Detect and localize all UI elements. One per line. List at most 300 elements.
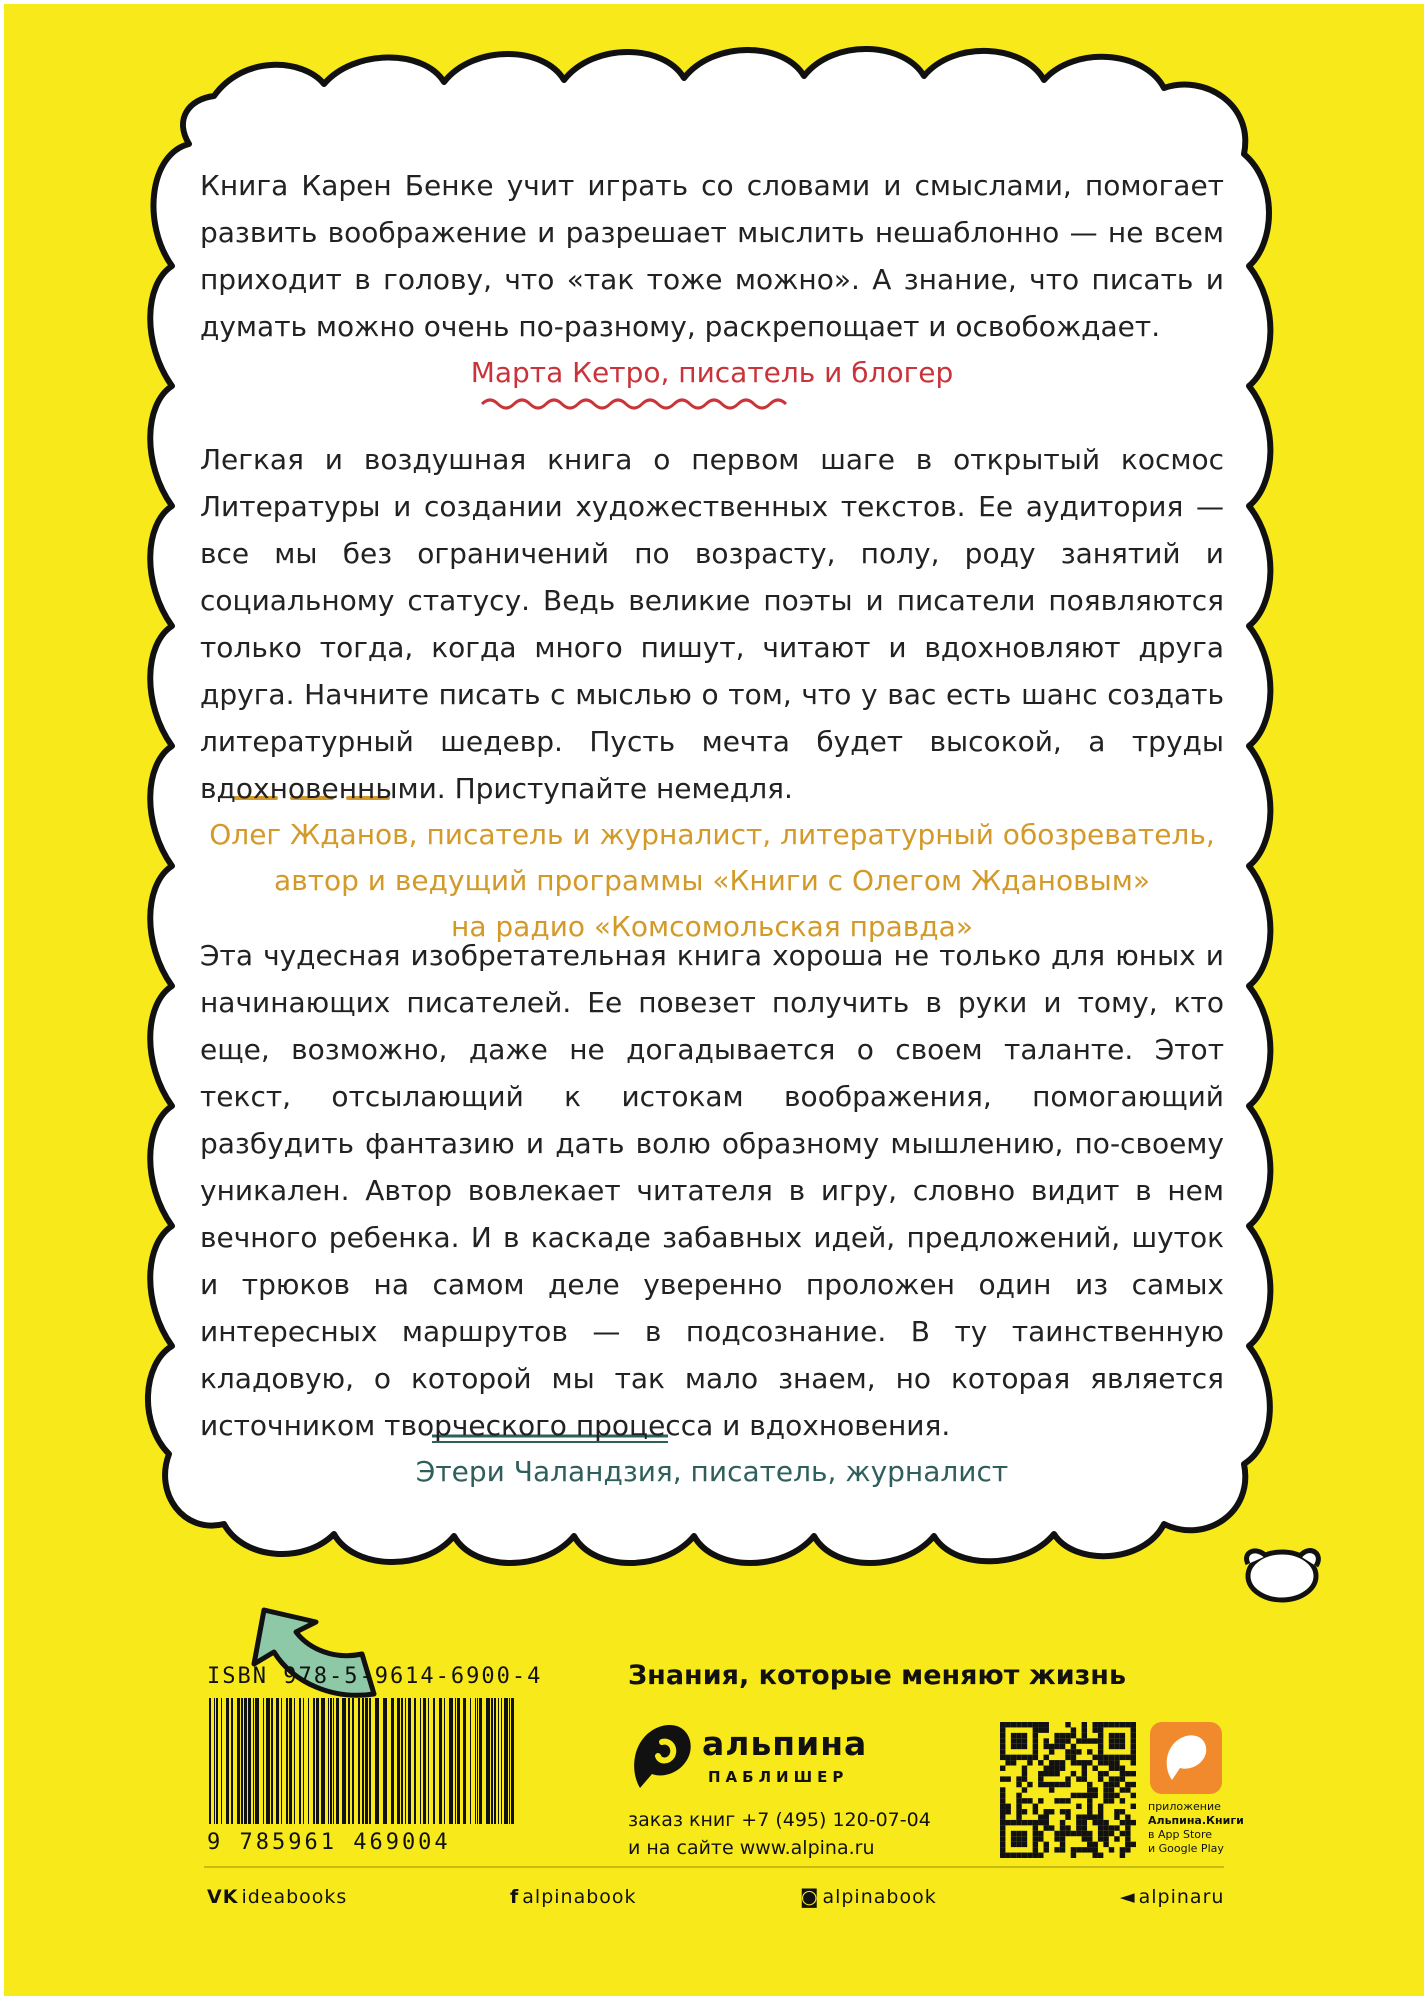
qr-module [1087, 1814, 1092, 1819]
qr-module [1022, 1776, 1027, 1781]
qr-module [1114, 1814, 1119, 1819]
qr-module [1071, 1733, 1076, 1738]
barcode-bar [308, 1698, 309, 1824]
barcode-bar [313, 1698, 315, 1824]
qr-module [1092, 1738, 1097, 1743]
qr-module [1125, 1722, 1130, 1727]
qr-module [1098, 1853, 1103, 1858]
qr-module [1000, 1776, 1005, 1781]
qr-module [1098, 1771, 1103, 1776]
qr-module [1060, 1733, 1065, 1738]
qr-module [1082, 1733, 1087, 1738]
qr-module [1000, 1853, 1005, 1858]
barcode-bar [444, 1698, 445, 1824]
qr-module [1076, 1749, 1081, 1754]
qr-module [1125, 1836, 1130, 1841]
qr-module [1033, 1809, 1038, 1814]
barcode-bar [491, 1698, 493, 1824]
quote-text: Эта чудесная изобретательная книга хороша не только для юных и начинающих писателей. Ее повезет получить в руки и тому, кто еще, возможно, даже не догадывается о своем таланте. Этот текст, отсылающий к истокам воображения, помогающий разбудить фантазию и дать волю образному мышлению, по-своему уникален. Автор вовлекает читателя в игру, словно видит в нем вечного ребенка. И в каскаде забавных идей, предложений, шуток и трюков на самом деле уверенно проложен один из самых интересных маршрутов — в подсознание. В ту таинственную кладовую, о которой мы так мало знаем, но которая является источником творческого процесса и вдохновения. [200, 939, 1224, 1442]
qr-module [1114, 1755, 1119, 1760]
qr-module [1071, 1847, 1076, 1852]
qr-module [1016, 1809, 1021, 1814]
qr-module [1000, 1744, 1005, 1749]
barcode-bar [241, 1698, 243, 1824]
qr-module [1076, 1793, 1081, 1798]
qr-module [1033, 1738, 1038, 1743]
qr-module [1120, 1820, 1125, 1825]
qr-module [1011, 1842, 1016, 1847]
order-website: и на сайте www.alpina.ru [628, 1837, 875, 1859]
barcode-bar [330, 1698, 332, 1824]
barcode-bar [255, 1698, 259, 1824]
qr-module [1049, 1809, 1054, 1814]
qr-module [1027, 1798, 1032, 1803]
qr-module [1109, 1847, 1114, 1852]
qr-module [1005, 1776, 1010, 1781]
qr-module [1082, 1776, 1087, 1781]
qr-module [1044, 1771, 1049, 1776]
qr-module [1000, 1809, 1005, 1814]
qr-module [1016, 1836, 1021, 1841]
qr-module [1044, 1766, 1049, 1771]
qr-module [1125, 1847, 1130, 1852]
qr-module [1131, 1782, 1136, 1787]
barcode-bar [391, 1698, 394, 1824]
app-store-info [1148, 1800, 1244, 1856]
qr-module [1087, 1798, 1092, 1803]
qr-module [1027, 1782, 1032, 1787]
qr-code [1000, 1722, 1136, 1858]
qr-module [1114, 1744, 1119, 1749]
publisher-logo [628, 1718, 888, 1808]
qr-module [1098, 1820, 1103, 1825]
qr-module [1098, 1733, 1103, 1738]
qr-module [1022, 1820, 1027, 1825]
qr-module [1087, 1738, 1092, 1743]
barcode-bar [209, 1698, 211, 1824]
footer-divider [204, 1866, 1224, 1868]
qr-module [1103, 1820, 1108, 1825]
qr-module [1131, 1722, 1136, 1727]
qr-module [1098, 1825, 1103, 1830]
qr-module [1000, 1722, 1005, 1727]
qr-module [1005, 1809, 1010, 1814]
barcode-bar [221, 1698, 222, 1824]
barcode-bar [486, 1698, 490, 1824]
qr-module [1016, 1782, 1021, 1787]
qr-module [1092, 1814, 1097, 1819]
qr-module [1120, 1766, 1125, 1771]
barcode-bar [244, 1698, 247, 1824]
barcode-bar [348, 1698, 350, 1824]
qr-module [1125, 1755, 1130, 1760]
qr-module [1005, 1820, 1010, 1825]
social-handle: ideabooks [241, 1886, 348, 1908]
social-instagram[interactable] [800, 1886, 937, 1908]
qr-module [1033, 1804, 1038, 1809]
qr-module [1005, 1760, 1010, 1765]
barcode-bar [237, 1698, 240, 1824]
qr-module [1022, 1771, 1027, 1776]
barcode-bar [342, 1698, 346, 1824]
isbn-label: ISBN 978-5-9614-6900-4 [207, 1664, 543, 1689]
qr-module [1000, 1738, 1005, 1743]
quote-author-line: на радио «Комсомольская правда» [451, 910, 973, 943]
qr-module [1044, 1738, 1049, 1743]
qr-module [1005, 1722, 1010, 1727]
qr-module [1011, 1760, 1016, 1765]
qr-module [1022, 1722, 1027, 1727]
qr-module [1016, 1831, 1021, 1836]
qr-module [1082, 1836, 1087, 1841]
qr-module [1087, 1749, 1092, 1754]
qr-module [1022, 1733, 1027, 1738]
barcode-bar [397, 1698, 400, 1824]
qr-module [1131, 1744, 1136, 1749]
barcode [207, 1698, 517, 1828]
qr-module [1049, 1825, 1054, 1830]
qr-module [1011, 1853, 1016, 1858]
qr-module [1027, 1755, 1032, 1760]
qr-module [1120, 1755, 1125, 1760]
qr-module [1082, 1760, 1087, 1765]
qr-module [1109, 1782, 1114, 1787]
qr-module [1120, 1847, 1125, 1852]
qr-module [1044, 1722, 1049, 1727]
qr-module [1120, 1738, 1125, 1743]
qr-module [1044, 1782, 1049, 1787]
qr-module [1098, 1804, 1103, 1809]
qr-module [1098, 1722, 1103, 1727]
qr-module [1022, 1744, 1027, 1749]
qr-module [1000, 1847, 1005, 1852]
qr-module [1120, 1744, 1125, 1749]
qr-module [1065, 1782, 1070, 1787]
qr-module [1076, 1804, 1081, 1809]
qr-module [1038, 1776, 1043, 1781]
quote-text: Книга Карен Бенке учит играть со словами и смыслами, помогает развить воображение и разрешает мыслить нешаблонно — не всем приходит в голову, что «так тоже можно». А знание, что писать и думать можно очень по-разному, раскрепощает и освобождает. [200, 169, 1224, 343]
qr-module [1092, 1820, 1097, 1825]
qr-module [1076, 1820, 1081, 1825]
qr-module [1103, 1771, 1108, 1776]
qr-module [1044, 1744, 1049, 1749]
barcode-bar [276, 1698, 279, 1824]
publisher-name: альпина [702, 1724, 868, 1763]
qr-module [1033, 1820, 1038, 1825]
qr-module [1044, 1847, 1049, 1852]
qr-module [1098, 1755, 1103, 1760]
qr-module [1027, 1820, 1032, 1825]
qr-module [1022, 1842, 1027, 1847]
qr-module [1114, 1782, 1119, 1787]
qr-module [1022, 1738, 1027, 1743]
qr-module [1076, 1825, 1081, 1830]
telegram-icon: ◄ [1120, 1886, 1136, 1908]
qr-module [1038, 1722, 1043, 1727]
qr-module [1087, 1847, 1092, 1852]
social-telegram[interactable] [1120, 1886, 1224, 1908]
app-text-line: приложение [1148, 1800, 1221, 1813]
qr-module [1098, 1727, 1103, 1732]
qr-module [1071, 1749, 1076, 1754]
qr-module [1033, 1847, 1038, 1852]
barcode-bar [299, 1698, 301, 1824]
qr-module [1016, 1733, 1021, 1738]
publisher-sub: ПАБЛИШЕР [708, 1768, 849, 1786]
qr-module [1054, 1733, 1059, 1738]
qr-module [1109, 1722, 1114, 1727]
barcode-bar [226, 1698, 229, 1824]
qr-module [1022, 1836, 1027, 1841]
qr-module [1082, 1820, 1087, 1825]
qr-module [1103, 1842, 1108, 1847]
social-vk[interactable] [207, 1886, 347, 1908]
qr-module [1016, 1842, 1021, 1847]
qr-module [1114, 1760, 1119, 1765]
qr-module [1103, 1836, 1108, 1841]
qr-module [1103, 1793, 1108, 1798]
qr-module [1076, 1831, 1081, 1836]
qr-module [1011, 1831, 1016, 1836]
barcode-bar [479, 1698, 482, 1824]
qr-module [1016, 1738, 1021, 1743]
qr-module [1082, 1847, 1087, 1852]
qr-module [1082, 1814, 1087, 1819]
barcode-bar [420, 1698, 421, 1824]
qr-module [1049, 1771, 1054, 1776]
qr-module [1065, 1825, 1070, 1830]
app-text-line: и Google Play [1148, 1842, 1224, 1855]
qr-module [1065, 1733, 1070, 1738]
barcode-bar [253, 1698, 254, 1824]
qr-module [1071, 1744, 1076, 1749]
qr-module [1131, 1771, 1136, 1776]
barcode-bar [449, 1698, 453, 1824]
qr-module [1038, 1760, 1043, 1765]
qr-module [1060, 1847, 1065, 1852]
barcode-bar [281, 1698, 282, 1824]
qr-module [1038, 1771, 1043, 1776]
qr-module [1131, 1760, 1136, 1765]
qr-module [1005, 1804, 1010, 1809]
qr-module [1033, 1853, 1038, 1858]
barcode-bar [271, 1698, 273, 1824]
qr-module [1033, 1842, 1038, 1847]
facebook-icon: f [510, 1886, 520, 1908]
qr-module [1071, 1727, 1076, 1732]
qr-module [1000, 1727, 1005, 1732]
qr-module [1022, 1853, 1027, 1858]
qr-module [1087, 1836, 1092, 1841]
barcode-bar [504, 1698, 508, 1824]
qr-module [1000, 1814, 1005, 1819]
qr-module [1038, 1831, 1043, 1836]
qr-module [1092, 1755, 1097, 1760]
qr-module [1092, 1853, 1097, 1858]
quote-author-line: автор и ведущий программы «Книги с Олегом Ждановым» [274, 864, 1150, 897]
barcode-bar [362, 1698, 364, 1824]
qr-module [1060, 1836, 1065, 1841]
barcode-bar [263, 1698, 264, 1824]
barcode-bar [333, 1698, 334, 1824]
qr-module [1114, 1809, 1119, 1814]
barcode-bar [266, 1698, 270, 1824]
qr-module [1054, 1782, 1059, 1787]
qr-module [1011, 1722, 1016, 1727]
qr-module [1098, 1809, 1103, 1814]
qr-module [1016, 1776, 1021, 1781]
qr-module [1000, 1825, 1005, 1830]
qr-module [1114, 1836, 1119, 1841]
barcode-bar [216, 1698, 218, 1824]
qr-module [1071, 1831, 1076, 1836]
qr-module [1071, 1755, 1076, 1760]
qr-module [1054, 1836, 1059, 1841]
qr-module [1120, 1798, 1125, 1803]
qr-module [1076, 1814, 1081, 1819]
qr-module [1022, 1766, 1027, 1771]
barcode-bar [408, 1698, 411, 1824]
barcode-bar [433, 1698, 435, 1824]
qr-module [1087, 1842, 1092, 1847]
barcode-bar [501, 1698, 502, 1824]
qr-module [1038, 1727, 1043, 1732]
qr-module [1109, 1831, 1114, 1836]
alpina-logo-icon [628, 1718, 698, 1798]
qr-module [1000, 1804, 1005, 1809]
qr-module [1087, 1787, 1092, 1792]
qr-module [1049, 1760, 1054, 1765]
qr-module [1065, 1798, 1070, 1803]
qr-module [1054, 1771, 1059, 1776]
qr-module [1000, 1820, 1005, 1825]
qr-module [1038, 1853, 1043, 1858]
qr-module [1044, 1842, 1049, 1847]
barcode-bar [457, 1698, 460, 1824]
qr-module [1065, 1738, 1070, 1743]
qr-module [1044, 1820, 1049, 1825]
barcode-bar [498, 1698, 499, 1824]
qr-module [1114, 1738, 1119, 1743]
qr-module [1109, 1793, 1114, 1798]
qr-module [1016, 1853, 1021, 1858]
social-handle: alpinabook [522, 1886, 637, 1908]
qr-module [1038, 1814, 1043, 1819]
app-icon [1150, 1722, 1222, 1794]
qr-module [1109, 1744, 1114, 1749]
qr-module [1000, 1798, 1005, 1803]
qr-module [1092, 1766, 1097, 1771]
qr-module [1054, 1766, 1059, 1771]
order-phone: заказ книг +7 (495) 120-07-04 [628, 1809, 931, 1831]
qr-module [1038, 1836, 1043, 1841]
barcode-number: 9 785961 469004 [207, 1830, 451, 1855]
qr-module [1065, 1755, 1070, 1760]
qr-module [1005, 1853, 1010, 1858]
qr-module [1114, 1733, 1119, 1738]
qr-module [1060, 1766, 1065, 1771]
qr-module [1000, 1842, 1005, 1847]
qr-module [1000, 1766, 1005, 1771]
qr-module [1092, 1842, 1097, 1847]
qr-module [1098, 1749, 1103, 1754]
qr-module [1103, 1782, 1108, 1787]
quote-oleg-zhdanov [200, 436, 1224, 950]
order-info [628, 1806, 931, 1862]
qr-module [1000, 1793, 1005, 1798]
qr-module [1060, 1760, 1065, 1765]
qr-module [1120, 1787, 1125, 1792]
qr-module [1033, 1836, 1038, 1841]
barcode-bar [336, 1698, 339, 1824]
qr-module [1054, 1831, 1059, 1836]
qr-module [1060, 1798, 1065, 1803]
qr-module [1065, 1776, 1070, 1781]
qr-module [1016, 1722, 1021, 1727]
barcode-bar [428, 1698, 429, 1824]
qr-module [1038, 1782, 1043, 1787]
quote-author: Марта Кетро, писатель и блогер [470, 356, 954, 389]
qr-module [1098, 1831, 1103, 1836]
book-back-cover [4, 4, 1424, 1996]
qr-module [1033, 1733, 1038, 1738]
qr-module [1087, 1793, 1092, 1798]
qr-module [1131, 1727, 1136, 1732]
qr-module [1082, 1727, 1087, 1732]
qr-module [1022, 1787, 1027, 1792]
qr-module [1038, 1798, 1043, 1803]
barcode-bar [509, 1698, 510, 1824]
qr-module [1076, 1760, 1081, 1765]
qr-module [1120, 1771, 1125, 1776]
qr-module [1049, 1749, 1054, 1754]
qr-module [1103, 1787, 1108, 1792]
barcode-bar [470, 1698, 471, 1824]
qr-module [1033, 1722, 1038, 1727]
qr-module [1000, 1749, 1005, 1754]
qr-module [1120, 1809, 1125, 1814]
quote-author-line: Олег Жданов, писатель и журналист, литературный обозреватель, [209, 818, 1215, 851]
barcode-bar [494, 1698, 496, 1824]
qr-module [1109, 1733, 1114, 1738]
barcode-bar [316, 1698, 319, 1824]
social-facebook[interactable] [510, 1886, 637, 1908]
qr-module [1109, 1798, 1114, 1803]
qr-module [1082, 1722, 1087, 1727]
barcode-bar [423, 1698, 426, 1824]
qr-module [1000, 1755, 1005, 1760]
quote-author: Этери Чаландзия, писатель, журналист [415, 1455, 1009, 1488]
app-text-line: в App Store [1148, 1828, 1213, 1841]
qr-module [1109, 1760, 1114, 1765]
barcode-bar [383, 1698, 387, 1824]
qr-module [1011, 1738, 1016, 1743]
qr-module [1076, 1738, 1081, 1743]
qr-module [1071, 1760, 1076, 1765]
vk-icon: VK [207, 1886, 239, 1908]
qr-module [1060, 1842, 1065, 1847]
qr-module [1125, 1782, 1130, 1787]
barcode-bar [375, 1698, 379, 1824]
qr-module [1125, 1771, 1130, 1776]
qr-module [1109, 1776, 1114, 1781]
qr-module [1120, 1831, 1125, 1836]
barcode-bar [463, 1698, 466, 1824]
qr-module [1071, 1853, 1076, 1858]
qr-module [1044, 1755, 1049, 1760]
qr-module [1076, 1847, 1081, 1852]
qr-module [1071, 1793, 1076, 1798]
